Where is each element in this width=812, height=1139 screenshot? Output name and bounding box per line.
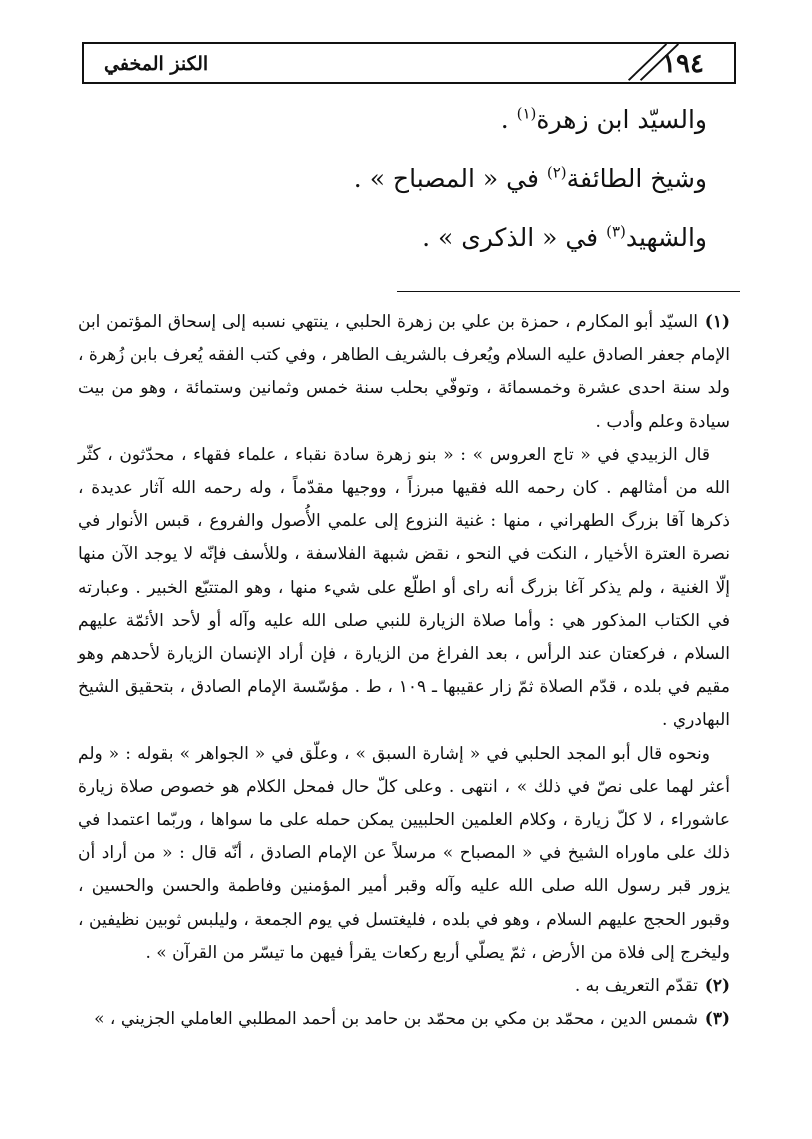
book-title: الكنز المخفي: [104, 53, 209, 75]
main-line-1-text: والسيّد ابن زهرة: [536, 105, 707, 134]
footnote-1-number: (١): [704, 312, 730, 332]
footnote-3: [78, 1003, 730, 1036]
main-line-3-text: والشهيد: [625, 223, 707, 252]
main-line-2-end: في « المصباح » .: [353, 164, 539, 193]
main-line-3: [127, 222, 707, 254]
page-header: [82, 42, 736, 84]
page-number: ١٩٤: [662, 49, 704, 79]
footnote-3-text: شمس الدين ، محمّد بن مكي بن محمّد بن حامد بن أحمد المطلبي العاملي الجزيني ، »: [94, 1009, 698, 1030]
footnote-1-text-1: السيّد أبو المكارم ، حمزة بن علي بن زهرة الحلبي ، ينتهي نسبه إلى إسحاق المؤتمن ابن الإمام جعفر الصادق عليه السلام ويُعرف بالشريف الطاهر ، وفي كتب الفقه يُعرف بابن زُهرة ، ولد سنة احدى عشرة وخمسمائة ، وتوفّي بحلب سنة خمس وثمانين وستمائة ، وهو من بيت سيادة وعلم وأدب .: [78, 312, 730, 432]
main-line-2-text: وشيخ الطائفة: [566, 164, 707, 193]
footnote-2-text: تقدّم التعريف به .: [574, 976, 698, 997]
footnote-2-number: (٢): [704, 976, 730, 997]
footnotes: [78, 306, 730, 1036]
main-text: [127, 104, 707, 281]
main-line-2: [127, 163, 707, 195]
main-line-1-end: .: [500, 105, 509, 134]
footnote-1: [78, 306, 730, 970]
footnote-1-para-3: ونحوه قال أبو المجد الحلبي في « إشارة السبق » ، وعلّق في « الجواهر » بقوله : « ولم أعثر لهما على نصّ في ذلك » ، انتهى . وعلى كلّ حال فمحل الكلام هو خصوص صلاة زيارة عاشوراء ، لا كلّ زيارة ، وكلام العلمين الحلبيين يمكن حمله على ما سواها ، وربّما اعتمدا في ذلك على ماوراه الشيخ في « المصباح » مرسلاً عن الإمام الصادق ، أنّه قال : « من أراد أن يزور قبر رسول الله صلى الله عليه وآله وقبر أمير المؤمنين وفاطمة والحسن والحسين ، وقبور الحجج عليهم السلام ، وهو في بلده ، فليغتسل في يوم الجمعة ، وليلبس ثوبين نظيفين ، وليخرج إلى فلاة من الأرض ، ثمّ يصلّي أربع ركعات يقرأ فيهن ما تيسّر من القرآن » .: [78, 743, 730, 963]
footnote-1-para-2: قال الزبيدي في « تاج العروس » : « بنو زهرة سادة نقباء ، علماء فقهاء ، محدّثون ، كثّر الله من أمثالهم . كان رحمه الله فقيها مبرزاً ، ووجيها مقدّماً ، وله رحمه الله آثار عديدة ، ذكرها آقا بزرگ الطهراني ، منها : غنية النزوع إلى علمي الأُصول والفروع ، قبس الأنوار في نصرة العترة الأخيار ، النكت في النحو ، نقض شبهة الفلاسفة ، وللأسف فإنّه لا يوجد الآن منها إلّا الغنية ، ولم يذكر آغا بزرگ أنه راى أو اطلّع على شيء منها ، وهو المتتبّع الخبير . وعبارته في الكتاب المذكور هي : وأما صلاة الزيارة للنبي صلى الله عليه وآله أو لأحد الأئمّة عليهم السلام ، فركعتان عند الرأس ، بعد الفراغ من الزيارة ، فإن أراد الإنسان الزيارة لأحدهم وهو مقيم في بلده ، قدّم الصلاة ثمّ زار عقيبها ـ ١٠٩ ، ط . مؤسّسة الإمام الصادق ، بتحقيق الشيخ البهادري .: [78, 444, 731, 731]
footnote-2: [78, 970, 730, 1003]
footnote-ref-2: (٢): [546, 163, 567, 182]
main-line-3-end: في « الذكرى » .: [422, 223, 599, 252]
footnote-separator: [397, 291, 740, 292]
footnote-ref-1: (١): [516, 104, 537, 123]
footnote-ref-3: (٣): [606, 222, 626, 241]
main-line-1: [127, 104, 707, 136]
footnote-1-para-1: [78, 306, 730, 439]
footnote-3-number: (٣): [704, 1009, 730, 1030]
